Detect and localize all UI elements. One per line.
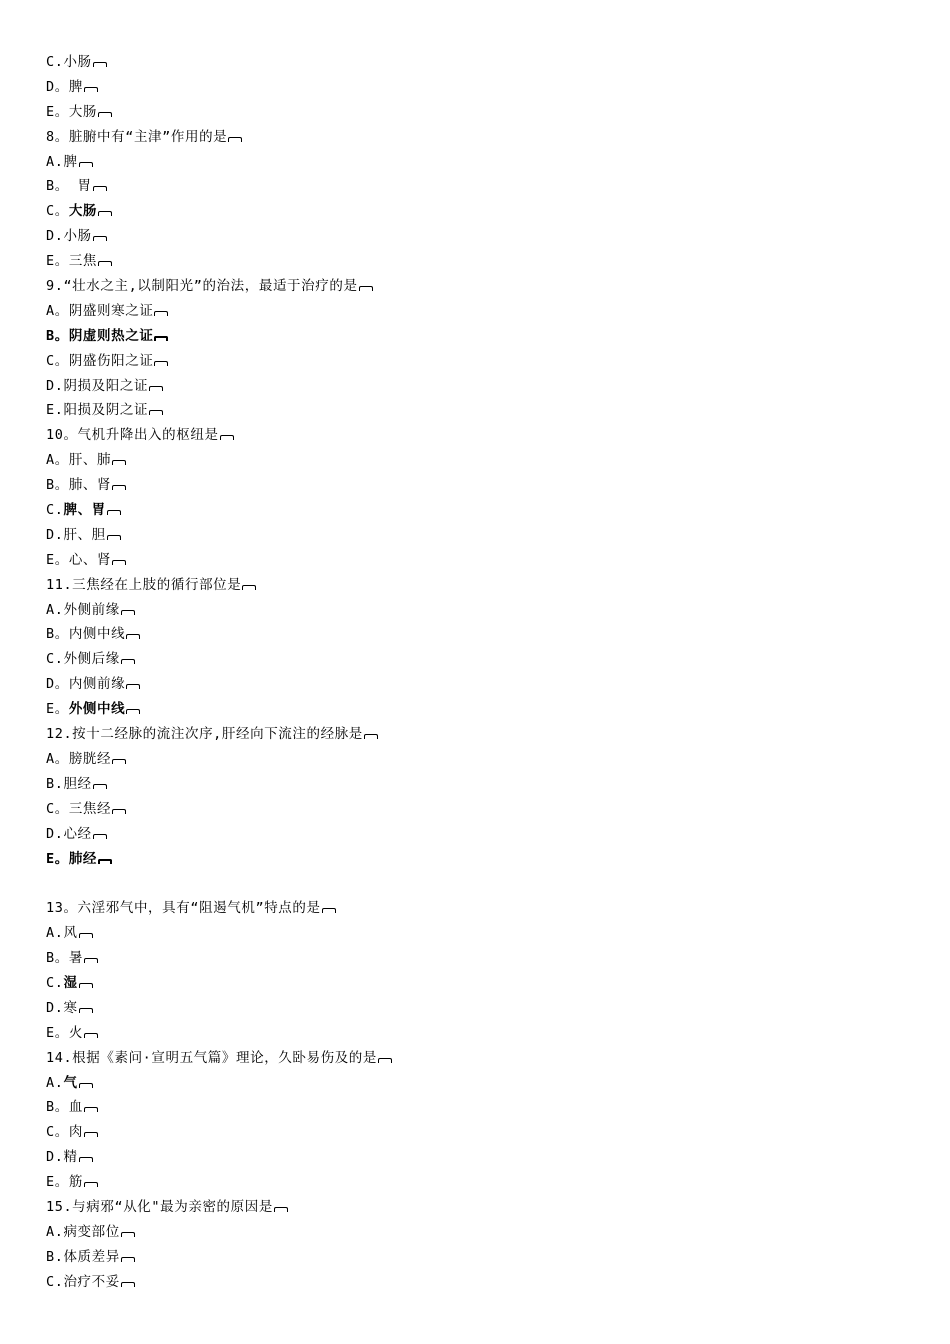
document-line: [46, 1270, 910, 1295]
document-line: [46, 1245, 910, 1270]
paragraph-mark-icon: [121, 1257, 135, 1262]
line-text: C.小肠: [46, 54, 92, 70]
document-line: [46, 548, 910, 573]
document-line: [46, 921, 910, 946]
document-line: [46, 125, 910, 150]
document-line: [46, 448, 910, 473]
document-line: [46, 1220, 910, 1245]
document-line: [46, 747, 910, 772]
line-text: 14.根据《素问·宣明五气篇》理论，久卧易伤及的是: [46, 1049, 378, 1066]
document-line: [46, 971, 910, 996]
document-line: [46, 274, 910, 299]
line-text: C。三焦经: [46, 800, 112, 817]
paragraph-mark-icon: [121, 610, 135, 615]
paragraph-mark-icon: [93, 186, 107, 191]
line-text: B.体质差异: [46, 1248, 120, 1265]
line-text: B.胆经: [46, 775, 92, 792]
line-text: B。内侧中线: [46, 626, 126, 643]
paragraph-mark-icon: [126, 709, 140, 714]
document-line: [46, 822, 910, 847]
document-line: [46, 772, 910, 797]
line-text: D。脾: [46, 78, 83, 95]
document-line: [46, 349, 910, 374]
document-line: [46, 647, 910, 672]
document-line: [46, 299, 910, 324]
document-line: [46, 50, 910, 75]
line-text: 13。六淫邪气中，具有“阻遏气机”特点的是: [46, 900, 321, 917]
document-line: [46, 797, 910, 822]
line-text: [46, 975, 78, 991]
paragraph-mark-icon: [112, 560, 126, 565]
document-line: [46, 1021, 910, 1046]
paragraph-mark-icon: [79, 1008, 93, 1013]
option-letter: A.: [46, 1074, 64, 1091]
line-text: A。膀胱经: [46, 750, 112, 767]
paragraph-mark-icon: [107, 535, 121, 540]
document-line: [46, 996, 910, 1021]
line-text: A。阴盛则寒之证: [46, 302, 154, 319]
question-list: [46, 50, 910, 1295]
line-text: E。肺经: [46, 850, 98, 867]
document-line: [46, 1095, 910, 1120]
document-line: [46, 423, 910, 448]
paragraph-mark-icon: [93, 62, 107, 67]
document-line: [46, 174, 910, 199]
paragraph-mark-icon: [84, 1107, 98, 1112]
paragraph-mark-icon: [112, 460, 126, 465]
line-text: C。阴盛伤阳之证: [46, 352, 154, 369]
paragraph-mark-icon: [364, 734, 378, 739]
paragraph-mark-icon: [112, 759, 126, 764]
paragraph-mark-icon: [322, 908, 336, 913]
line-text: B。 胃: [46, 178, 92, 195]
paragraph-mark-icon: [84, 1182, 98, 1187]
paragraph-mark-icon: [121, 1232, 135, 1237]
line-text: E。火: [46, 1024, 83, 1041]
option-letter: E。: [46, 701, 69, 718]
paragraph-mark-icon: [93, 834, 107, 839]
document-line: [46, 523, 910, 548]
option-letter: C。: [46, 203, 69, 220]
paragraph-mark-icon: [84, 87, 98, 92]
paragraph-mark-icon: [220, 435, 234, 440]
paragraph-mark-icon: [154, 361, 168, 366]
line-text: [46, 502, 106, 518]
document-line: [46, 224, 910, 249]
paragraph-mark-icon: [79, 983, 93, 988]
paragraph-mark-icon: [93, 784, 107, 789]
line-text: A.外侧前缘: [46, 601, 120, 618]
line-text: D.寒: [46, 999, 78, 1016]
line-text: B。血: [46, 1099, 83, 1116]
paragraph-mark-icon: [378, 1058, 392, 1063]
document-line: [46, 697, 910, 722]
line-text: D。内侧前缘: [46, 676, 126, 693]
line-text: C.治疗不妥: [46, 1273, 120, 1290]
paragraph-mark-icon: [154, 336, 168, 341]
correct-answer-text: 湿: [63, 974, 78, 991]
paragraph-mark-icon: [126, 684, 140, 689]
line-text: 9.“壮水之主,以制阳光”的治法，最适于治疗的是: [46, 278, 358, 295]
document-line: [46, 622, 910, 647]
line-text: [46, 701, 125, 717]
paragraph-mark-icon: [107, 510, 121, 515]
paragraph-mark-icon: [79, 933, 93, 938]
paragraph-mark-icon: [84, 958, 98, 963]
document-line: [46, 847, 910, 872]
document-line: [46, 946, 910, 971]
paragraph-mark-icon: [93, 236, 107, 241]
document-line: [46, 498, 910, 523]
document-line: [46, 896, 910, 921]
paragraph-mark-icon: [98, 112, 112, 117]
line-text: D.心经: [46, 825, 92, 842]
document-line: [46, 199, 910, 224]
correct-answer-text: 大肠: [68, 203, 98, 220]
document-line: [46, 150, 910, 175]
document-line: [46, 573, 910, 598]
line-text: B。暑: [46, 950, 83, 967]
line-text: D.精: [46, 1149, 78, 1166]
document-line: [46, 100, 910, 125]
document-line: [46, 374, 910, 399]
paragraph-mark-icon: [121, 1282, 135, 1287]
document-line: [46, 75, 910, 100]
paragraph-mark-icon: [98, 211, 112, 216]
paragraph-mark-icon: [149, 386, 163, 391]
document-line: [46, 249, 910, 274]
paragraph-mark-icon: [228, 137, 242, 142]
paragraph-mark-icon: [79, 1157, 93, 1162]
document-line: [46, 1120, 910, 1145]
paragraph-mark-icon: [84, 1033, 98, 1038]
line-text: A.风: [46, 925, 78, 942]
line-text: E。大肠: [46, 103, 98, 120]
paragraph-mark-icon: [121, 659, 135, 664]
paragraph-mark-icon: [79, 162, 93, 167]
document-line: [46, 598, 910, 623]
line-text: C。肉: [46, 1124, 83, 1141]
line-text: 12.按十二经脉的流注次序,肝经向下流注的经脉是: [46, 726, 363, 743]
paragraph-mark-icon: [359, 286, 373, 291]
paragraph-mark-icon: [84, 1132, 98, 1137]
correct-answer-text: 外侧中线: [68, 701, 126, 718]
line-text: 8。脏腑中有“主津”作用的是: [46, 128, 228, 145]
document-line: [46, 1145, 910, 1170]
paragraph-mark-icon: [112, 485, 126, 490]
line-text: [46, 203, 97, 219]
line-text: 10。气机升降出入的枢纽是: [46, 427, 219, 444]
correct-answer-text: 气: [63, 1074, 78, 1091]
document-line: [46, 1071, 910, 1096]
document-line: [46, 1046, 910, 1071]
line-text: E。三焦: [46, 253, 98, 270]
line-text: E.阳损及阴之证: [46, 402, 149, 419]
document-line: [46, 324, 910, 349]
line-text: E。心、肾: [46, 551, 112, 568]
document-line: [46, 1195, 910, 1220]
paragraph-mark-icon: [126, 634, 140, 639]
option-letter: C.: [46, 502, 64, 519]
blank-line: [46, 871, 910, 896]
correct-answer-text: 脾、胃: [63, 502, 106, 519]
line-text: [46, 1075, 78, 1091]
document-line: [46, 672, 910, 697]
paragraph-mark-icon: [79, 1083, 93, 1088]
paragraph-mark-icon: [154, 311, 168, 316]
document-line: [46, 1170, 910, 1195]
document-line: [46, 722, 910, 747]
line-text: 15.与病邪“从化"最为亲密的原因是: [46, 1198, 273, 1215]
paragraph-mark-icon: [98, 859, 112, 864]
line-text: D.阴损及阳之证: [46, 377, 149, 394]
paragraph-mark-icon: [149, 410, 163, 415]
document-line: [46, 473, 910, 498]
line-text: A.病变部位: [46, 1223, 120, 1240]
document-line: [46, 398, 910, 423]
paragraph-mark-icon: [274, 1207, 288, 1212]
line-text: B。肺、肾: [46, 477, 112, 494]
line-text: C.外侧后缘: [46, 651, 120, 668]
paragraph-mark-icon: [112, 809, 126, 814]
line-text: 11.三焦经在上肢的循行部位是: [46, 576, 242, 593]
line-text: B。阴虚则热之证: [46, 327, 154, 344]
line-text: D.肝、胆: [46, 526, 106, 543]
option-letter: C.: [46, 974, 64, 991]
line-text: A.脾: [46, 153, 78, 170]
line-text: A。肝、肺: [46, 452, 112, 469]
line-text: E。筋: [46, 1174, 83, 1191]
line-text: D.小肠: [46, 228, 92, 245]
paragraph-mark-icon: [98, 261, 112, 266]
paragraph-mark-icon: [242, 585, 256, 590]
